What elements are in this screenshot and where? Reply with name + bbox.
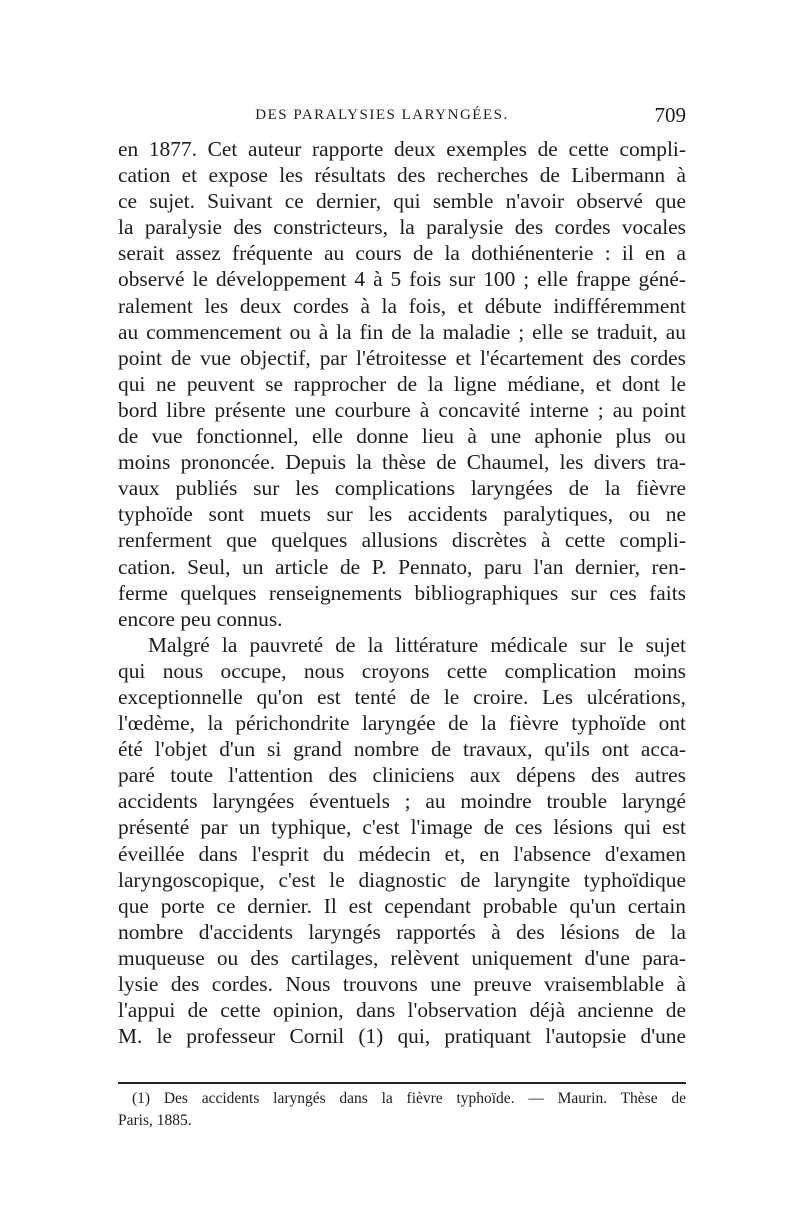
text-line: laryngoscopique, c'est le diagnostic de laryngite typhoïdique [118, 867, 686, 892]
text-line: été l'objet d'un si grand nombre de travaux, qu'ils ont acca- [118, 737, 686, 762]
text-line: lysie des cordes. Nous trouvons une preuve vraisemblable à [118, 972, 686, 996]
page-header [118, 103, 686, 133]
text-line: vaux publiés sur les complications laryngées de la fièvre [118, 476, 686, 501]
text-line: paré toute l'attention des cliniciens aux dépens des autres [118, 763, 686, 788]
text-line: moins prononcée. Depuis la thèse de Chaumel, les divers tra- [118, 450, 686, 475]
text-line: qui nous occupe, nous croyons cette complication moins [118, 658, 686, 683]
text-line: qui ne peuvent se rapprocher de la ligne médiane, et dont le [118, 371, 686, 396]
text-line: ferme quelques renseignements bibliographiques sur ces faits [118, 580, 686, 605]
text-line: éveillée dans l'esprit du médecin et, en l'absence d'examen [118, 841, 686, 866]
text-line: cation. Seul, un article de P. Pennato, paru l'an dernier, ren- [118, 554, 686, 579]
text-line: ralement les deux cordes à la fois, et débute indifféremment [118, 293, 686, 318]
text-line: nombre d'accidents laryngés rapportés à des lésions de la [118, 919, 686, 944]
text-line: serait assez fréquente au cours de la dothiénenterie : il en a [118, 241, 686, 266]
text-line: encore peu connus. [118, 606, 283, 631]
text-line: M. le professeur Cornil (1) qui, pratiquant l'autopsie d'une [118, 1024, 686, 1049]
running-head: DES PARALYSIES LARYNGÉES. [255, 107, 509, 123]
text-line: l'œdème, la périchondrite laryngée de la fièvre typhoïde ont [118, 711, 686, 736]
text-line: au commencement ou à la fin de la maladie ; elle se traduit, au [118, 319, 686, 344]
text-line: Malgré la pauvreté de la littérature médicale sur le sujet [148, 632, 686, 657]
text-line: renferment que quelques allusions discrètes à cette compli- [118, 528, 686, 553]
body-text [118, 136, 686, 1049]
text-line: la paralysie des constricteurs, la paralysie des cordes vocales [118, 215, 686, 240]
text-line: exceptionnelle qu'on est tenté de le croire. Les ulcérations, [118, 684, 686, 709]
paragraph-1 [118, 136, 686, 632]
text-line: accidents laryngées éventuels ; au moindre trouble laryngé [118, 789, 686, 814]
paragraph-2 [118, 632, 686, 1050]
text-line: l'appui de cette opinion, dans l'observation déjà ancienne de [118, 998, 686, 1023]
footnote-line: (1) Des accidents laryngés dans la fièvre typhoïde. — Maurin. Thèse de [132, 1090, 686, 1107]
footnote-line: Paris, 1885. [118, 1112, 192, 1129]
text-line: muqueuse ou des cartilages, relèvent uniquement d'une para- [118, 945, 686, 970]
text-line: que porte ce dernier. Il est cependant probable qu'un certain [118, 893, 686, 918]
text-line: observé le développement 4 à 5 fois sur 100 ; elle frappe géné- [118, 267, 686, 292]
text-line: point de vue objectif, par l'étroitesse et l'écartement des cordes [118, 345, 686, 370]
footnote [118, 1088, 686, 1132]
text-line: typhoïde sont muets sur les accidents paralytiques, ou ne [118, 502, 686, 527]
text-line: présenté par un typhique, c'est l'image de ces lésions qui est [118, 815, 686, 840]
footnote-rule [118, 1082, 686, 1084]
text-line: en 1877. Cet auteur rapporte deux exemples de cette compli- [118, 137, 686, 161]
text-line: cation et expose les résultats des recherches de Libermann à [118, 163, 686, 188]
text-line: ce sujet. Suivant ce dernier, qui semble n'avoir observé que [118, 189, 686, 214]
page-number: 709 [654, 103, 686, 127]
text-line: de vue fonctionnel, elle donne lieu à une aphonie plus ou [118, 424, 686, 449]
text-line: bord libre présente une courbure à concavité interne ; au point [118, 397, 686, 422]
